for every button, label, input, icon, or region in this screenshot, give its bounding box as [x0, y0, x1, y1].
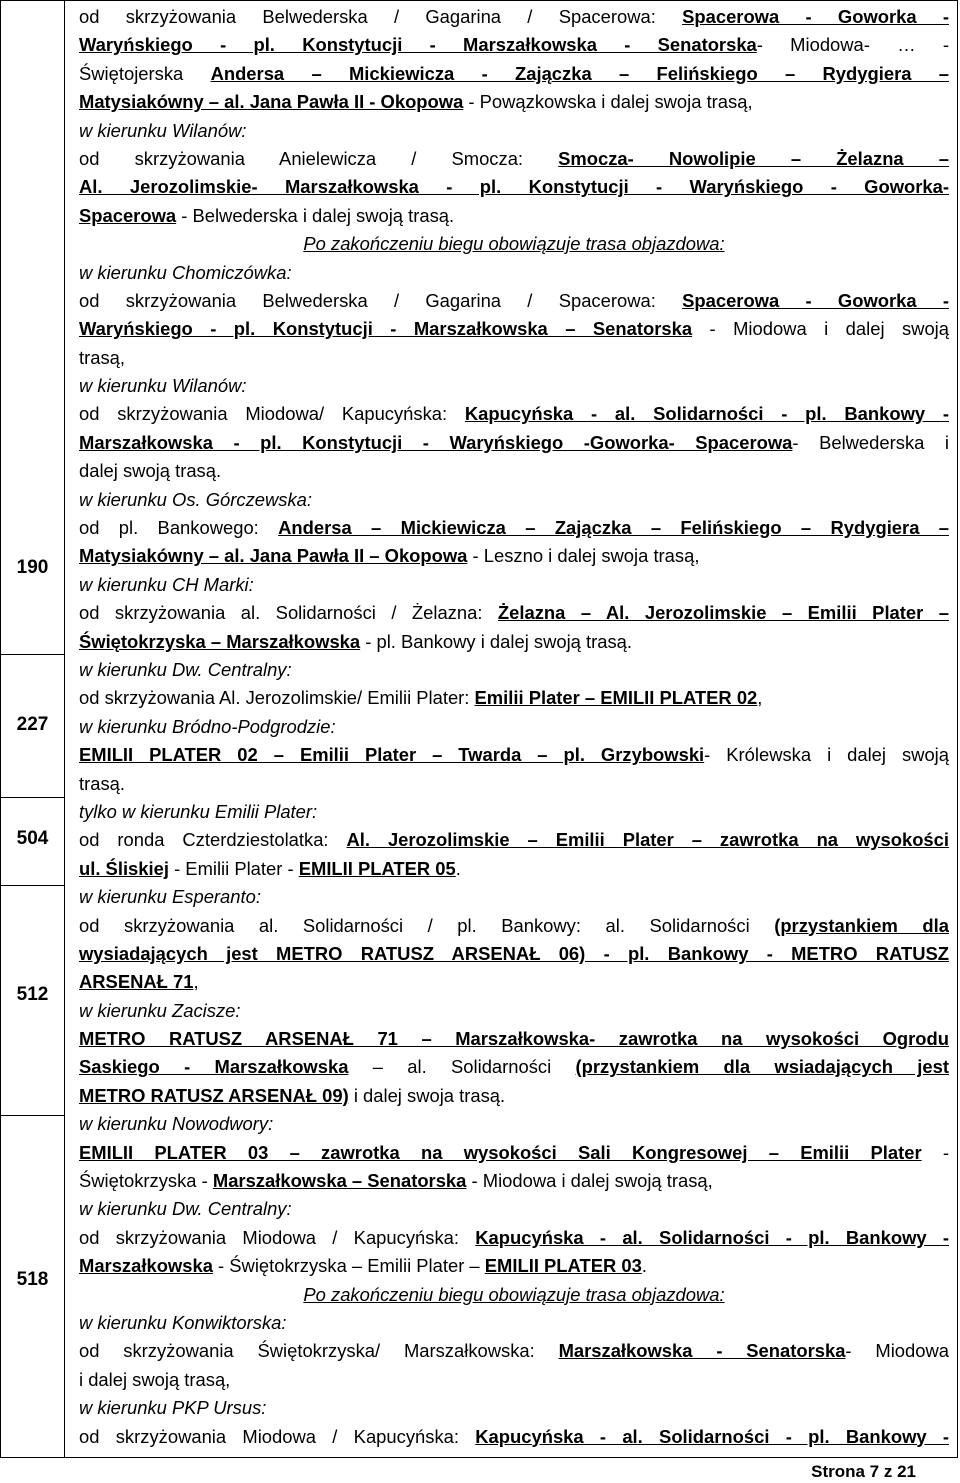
text-line: [79, 684, 949, 712]
text-segment: - Królewska i dalej swoją: [704, 744, 949, 766]
text-segment: od skrzyżowania Miodowa / Kapucyńska:: [79, 1226, 476, 1248]
text-segment: w kierunku Wilanów:: [79, 375, 247, 397]
text-segment: od skrzyżowania Świętokrzyska/ Marszałkowska:: [79, 1340, 559, 1362]
text-line: [79, 1053, 949, 1081]
route-number: 512: [16, 984, 49, 1005]
text-segment: EMILII PLATER 03: [484, 1255, 642, 1277]
page-footer: Strona 7 z 21: [811, 1462, 916, 1481]
text-line: [79, 826, 949, 854]
text-line: [79, 798, 949, 826]
text-line: [79, 486, 949, 514]
text-segment: od skrzyżowania Al. Jerozolimskie/ Emilii Plater:: [79, 687, 475, 709]
text-segment: Waryńskiego - pl. Konstytucji - Marszałkowska - Senatorska: [79, 34, 757, 56]
text-segment: METRO RATUSZ ARSENAŁ 71 – Marszałkowska- zawrotka na wysokości Ogrodu: [79, 1028, 949, 1050]
text-segment: dalej swoją trasą.: [79, 460, 222, 482]
text-segment: Świętojerska: [79, 62, 211, 84]
text-line: [79, 514, 949, 542]
text-segment: w kierunku Konwiktorska:: [79, 1311, 287, 1333]
text-segment: EMILII PLATER 03 – zawrotka na wysokości Sali Kongresowej – Emilii Plater: [79, 1141, 922, 1163]
text-line: [79, 770, 949, 798]
text-line: [79, 457, 949, 485]
route-number: 504: [16, 828, 49, 849]
text-segment: trasą.: [79, 772, 125, 794]
text-segment: EMILII PLATER 02 – Emilii Plater – Twarda – pl. Grzybowski: [79, 744, 705, 766]
text-line: [79, 883, 949, 911]
row-divider: [1, 797, 64, 798]
text-segment: tylko w kierunku Emilii Plater:: [79, 800, 318, 822]
text-line: [79, 1337, 949, 1365]
text-line: [79, 1195, 949, 1223]
text-line: [79, 88, 949, 116]
route-number-column: [1, 1, 65, 1457]
text-segment: w kierunku Zacisze:: [79, 999, 241, 1021]
text-segment: Marszałkowska – Senatorska: [212, 1170, 467, 1192]
text-line: [79, 1366, 949, 1394]
text-line: [79, 1423, 949, 1451]
text-segment: Spacerowa - Goworka -: [682, 289, 949, 311]
text-segment: ARSENAŁ 71: [79, 971, 194, 993]
text-segment: Po zakończeniu biegu obowiązuje trasa objazdowa:: [303, 1283, 725, 1305]
text-line: [79, 202, 949, 230]
text-segment: -: [921, 1141, 949, 1163]
text-line: [79, 344, 949, 372]
text-segment: wysiadających jest METRO RATUSZ ARSENAŁ 06) - pl. Bankowy - METRO RATUSZ: [79, 942, 949, 964]
text-line: [79, 1281, 949, 1309]
text-segment: w kierunku Os. Górczewska:: [79, 488, 313, 510]
text-line: [79, 968, 949, 996]
text-line: [79, 117, 949, 145]
text-segment: - Belwederska i dalej swoją trasą.: [176, 204, 455, 226]
text-segment: - Miodowa: [845, 1340, 949, 1362]
text-segment: w kierunku Dw. Centralny:: [79, 658, 292, 680]
text-segment: Świętokrzyska – Marszałkowska: [79, 630, 361, 652]
text-segment: Marszałkowska - pl. Konstytucji - Waryńskiego -Goworka- Spacerowa: [79, 431, 793, 453]
text-line: [79, 997, 949, 1025]
text-line: [79, 287, 949, 315]
text-segment: Waryńskiego - pl. Konstytucji - Marszałkowska – Senatorska: [79, 318, 693, 340]
text-line: [79, 1167, 949, 1195]
text-segment: Świętokrzyska -: [79, 1170, 213, 1192]
text-segment: Matysiakówny – al. Jana Pawła II - Okopowa: [79, 91, 464, 113]
text-segment: i dalej swoją trasą,: [79, 1368, 231, 1390]
text-segment: od skrzyżowania Miodowa/ Kapucyńska:: [79, 403, 465, 425]
text-segment: - Belwederska i: [792, 431, 949, 453]
text-line: [79, 31, 949, 59]
text-segment: Smocza- Nowolipie – Żelazna –: [558, 147, 949, 169]
text-segment: Spacerowa - Goworka -: [682, 6, 949, 27]
text-segment: Al. Jerozolimskie- Marszałkowska - pl. Konstytucji - Waryńskiego - Goworka-: [79, 176, 949, 198]
text-segment: w kierunku Bródno-Podgrodzie:: [79, 715, 336, 737]
text-line: [79, 429, 949, 457]
text-line: [79, 145, 949, 173]
text-segment: EMILII PLATER 05: [298, 857, 456, 879]
text-segment: od pl. Bankowego:: [79, 517, 279, 539]
text-segment: Emilii Plater – EMILII PLATER 02: [474, 687, 758, 709]
text-line: [79, 741, 949, 769]
text-line: [79, 628, 949, 656]
text-segment: - Miodowa i dalej swoją trasą,: [466, 1170, 713, 1192]
text-line: [79, 1252, 949, 1280]
text-segment: Andersa – Mickiewicza - Zajączka – Felińskiego – Rydygiera –: [210, 62, 949, 84]
text-segment: od skrzyżowania Belwederska / Gagarina / Spacerowa:: [79, 6, 683, 27]
text-segment: .: [455, 857, 461, 879]
text-segment: Kapucyńska - al. Solidarności - pl. Bankowy -: [464, 403, 949, 425]
text-segment: (przystankiem dla: [774, 914, 949, 936]
text-line: [79, 571, 949, 599]
text-segment: od skrzyżowania Miodowa / Kapucyńska:: [79, 1425, 476, 1447]
text-segment: od skrzyżowania Anielewicza / Smocza:: [79, 147, 559, 169]
text-line: [79, 3, 949, 31]
text-segment: w kierunku CH Marki:: [79, 573, 254, 595]
text-segment: - Miodowa i dalej swoją: [692, 318, 949, 340]
text-segment: trasą,: [79, 346, 125, 368]
text-segment: w kierunku Chomiczówka:: [79, 261, 292, 283]
text-segment: i dalej swoja trasą.: [348, 1084, 506, 1106]
text-segment: Kapucyńska - al. Solidarności - pl. Bankowy -: [475, 1425, 949, 1447]
text-segment: ,: [193, 971, 199, 993]
text-line: [79, 315, 949, 343]
text-segment: - Emilii Plater -: [168, 857, 299, 879]
text-line: [79, 1025, 949, 1053]
row-divider: [1, 1115, 64, 1116]
text-segment: - Miodowa- … -: [756, 34, 949, 56]
text-line: [79, 912, 949, 940]
text-segment: (przystankiem dla wsiadających jest: [575, 1056, 949, 1078]
text-line: [79, 1224, 949, 1252]
text-segment: Po zakończeniu biegu obowiązuje trasa objazdowa:: [303, 233, 725, 255]
text-line: [79, 656, 949, 684]
text-segment: – al. Solidarności: [348, 1056, 576, 1078]
route-description: [79, 3, 949, 1451]
text-line: [79, 1082, 949, 1110]
text-segment: od skrzyżowania al. Solidarności / pl. Bankowy: al. Solidarności: [79, 914, 775, 936]
text-line: [79, 173, 949, 201]
text-segment: .: [641, 1255, 647, 1277]
text-segment: Spacerowa: [79, 204, 177, 226]
text-segment: ul. Śliskiej: [79, 857, 169, 879]
text-segment: od skrzyżowania al. Solidarności / Żelazna:: [79, 602, 498, 624]
text-segment: w kierunku Wilanów:: [79, 119, 247, 141]
text-segment: w kierunku Nowodwory:: [79, 1113, 274, 1135]
text-segment: od skrzyżowania Belwederska / Gagarina / Spacerowa:: [79, 289, 683, 311]
text-line: [79, 599, 949, 627]
text-segment: Matysiakówny – al. Jana Pawła II – Okopowa: [79, 545, 468, 567]
text-line: [79, 1110, 949, 1138]
text-segment: od ronda Czterdziestolatka:: [79, 829, 347, 851]
text-segment: - Leszno i dalej swoja trasą,: [467, 545, 700, 567]
text-line: [79, 230, 949, 258]
row-divider: [1, 885, 64, 886]
text-line: [79, 713, 949, 741]
text-line: [79, 400, 949, 428]
text-segment: Saskiego - Marszałkowska: [79, 1056, 349, 1078]
text-line: [79, 940, 949, 968]
text-segment: METRO RATUSZ ARSENAŁ 09): [79, 1084, 349, 1106]
text-line: [79, 1139, 949, 1167]
text-segment: - pl. Bankowy i dalej swoją trasą.: [360, 630, 633, 652]
text-segment: ,: [757, 687, 763, 709]
text-line: [79, 372, 949, 400]
route-number: 190: [16, 557, 49, 578]
route-number: 227: [16, 714, 49, 735]
text-segment: w kierunku Esperanto:: [79, 886, 261, 908]
text-line: [79, 259, 949, 287]
text-segment: Marszałkowska - Senatorska: [558, 1340, 846, 1362]
text-segment: Andersa – Mickiewicza – Zajączka – Felińskiego – Rydygiera –: [278, 517, 949, 539]
text-segment: Al. Jerozolimskie – Emilii Plater – zawrotka na wysokości: [346, 829, 949, 851]
text-line: [79, 1394, 949, 1422]
text-segment: - Świętokrzyska – Emilii Plater –: [212, 1255, 485, 1277]
text-segment: - Powązkowska i dalej swoja trasą,: [463, 91, 753, 113]
text-segment: w kierunku PKP Ursus:: [79, 1397, 267, 1419]
text-line: [79, 60, 949, 88]
text-segment: Kapucyńska - al. Solidarności - pl. Bankowy -: [475, 1226, 949, 1248]
row-divider: [1, 654, 64, 655]
text-line: [79, 855, 949, 883]
text-segment: w kierunku Dw. Centralny:: [79, 1198, 292, 1220]
text-segment: Żelazna – Al. Jerozolimskie – Emilii Plater –: [497, 602, 949, 624]
text-line: [79, 1309, 949, 1337]
text-line: [79, 542, 949, 570]
route-number: 518: [16, 1269, 49, 1290]
text-segment: Marszałkowska: [79, 1255, 213, 1277]
